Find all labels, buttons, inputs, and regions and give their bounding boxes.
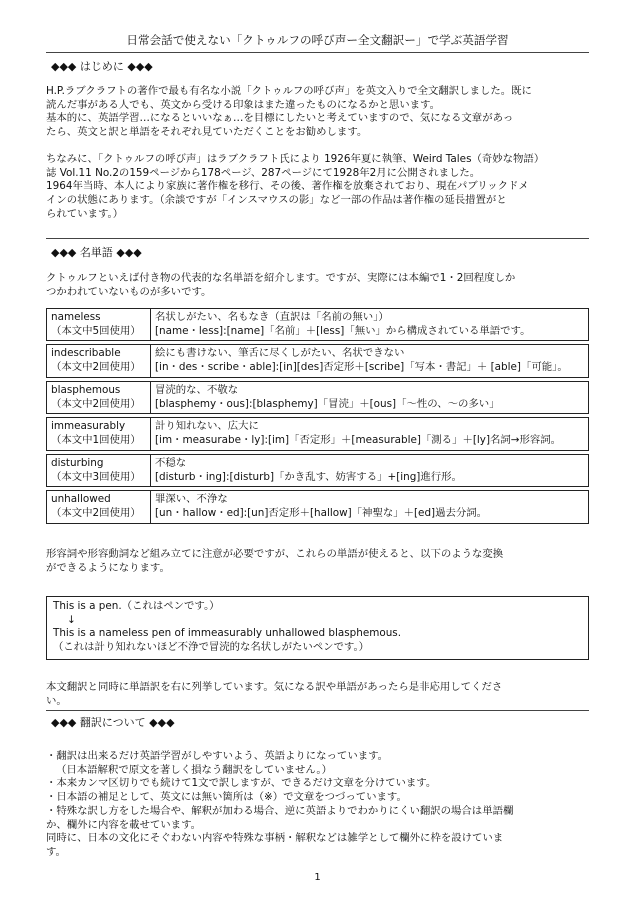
meaning-cell (150, 308, 589, 341)
table-row (46, 417, 589, 450)
intro-line: られています。） (46, 207, 124, 220)
usage-count: （本文中2回使用） (51, 397, 141, 410)
intro-line: 1964年当時、本人により家族に著作権を移行、その後、著作権を放棄されており、現在パブリックドメ (46, 180, 529, 193)
translation-line: ・翻訳は出来るだけ英語学習がしやすいよう、英語よりになっています。 (46, 750, 389, 762)
intro-line: たら、英文と訳と単語をそれぞれ見ていただくことをお勧めします。 (46, 126, 368, 139)
vocabulary-table (46, 305, 589, 527)
meaning: 名状しがたい、名もなき（直訳は「名前の無い」） (155, 311, 389, 323)
down-arrow-icon: ↓ (67, 613, 76, 626)
etymology: [im・measurabe・ly]:[im]「否定形」＋[measurable]「測る」＋[ly]名詞→形容詞。 (155, 434, 562, 447)
table-row (46, 308, 589, 341)
word-cell (46, 381, 150, 414)
meaning: 計り知れない、広大に (155, 420, 259, 433)
nouns-closing (46, 681, 591, 708)
etymology: [disturb・ing]:[disturb]「かき乱す、妨害する」+[ing]進行形。 (155, 470, 462, 483)
meaning-cell (150, 490, 589, 523)
etymology: [name・less]:[name]「名前」＋[less]「無い」から構成されている単語です。 (155, 324, 531, 337)
word: indescribable (51, 347, 121, 360)
intro-line: H.P.ラブクラフトの著作で最も有名な小説「クトゥルフの呼び声」を英文入りで全文翻訳しました。既に (46, 85, 532, 97)
meaning: 絵にも書けない、筆舌に尽くしがたい、名状できない (155, 347, 405, 360)
usage-count: （本文中2回使用） (51, 507, 141, 520)
nouns-after-line: 形容詞や形容動詞など組み立てに注意が必要ですが、これらの単語が使えると、以下のような変換 (46, 548, 504, 560)
meaning: 冒涜的な、不敬な (155, 383, 239, 396)
translation-line: か、欄外に内容を載せています。 (46, 818, 202, 831)
meaning-cell (150, 417, 589, 450)
translation-notes (46, 750, 591, 860)
intro-line: 読んだ事がある人でも、英文から受ける印象はまた違ったものになるかと思います。 (46, 98, 441, 111)
intro-line: 誌 Vol.11 No.2の159ページから178ページ、287ページにて1928年2月に公開されました。 (46, 166, 481, 179)
word-cell (46, 490, 150, 523)
table-row (46, 454, 589, 487)
word-cell (46, 308, 150, 341)
translation-line: ・本来カンマ区切りでも続けて1文で訳しますが、できるだけ文章を分けています。 (46, 777, 437, 790)
nouns-heading: ◆◆◆ 名単語 ◆◆◆ (51, 246, 142, 259)
table-row (46, 344, 589, 377)
document-title: 日常会話で使えない「クトゥルフの呼び声ー全文翻訳ー」で学ぶ英語学習 (126, 33, 509, 47)
example-line: This is a pen.（これはペンです。） (53, 600, 220, 612)
example-box (46, 596, 589, 660)
nouns-intro-line: クトゥルフといえば付き物の代表的な名単語を紹介します。ですが、実際には本編で1・2回程度しか (46, 272, 516, 284)
usage-count: （本文中1回使用） (51, 434, 141, 447)
intro-heading: ◆◆◆ はじめに ◆◆◆ (51, 60, 153, 73)
page-number: 1 (314, 872, 321, 883)
usage-count: （本文中2回使用） (51, 361, 141, 374)
translation-line: 同時に、日本の文化にそぐわない内容や特殊な事柄・解釈などは雑学として欄外に枠を設けていま (46, 832, 504, 845)
meaning-cell (150, 344, 589, 377)
nouns-intro-line: つかわれていないものが多いです。 (46, 285, 212, 298)
word: disturbing (51, 456, 104, 469)
example-line: （これは計り知れないほど不浄で冒涜的な名状しがたいペンです。） (53, 641, 370, 654)
nouns-closing-line: 本文翻訳と同時に単語訳を右に列挙しています。気になる訳や単語があったら是非応用してくださ (46, 681, 503, 693)
divider (46, 238, 589, 239)
etymology: [un・hallow・ed]:[un]否定形＋[hallow]「神聖な」＋[ed]過去分詞。 (155, 507, 488, 520)
word-cell (46, 454, 150, 487)
table-row (46, 490, 589, 523)
intro-line: インの状態にあります。（余談ですが「インスマウスの影」など一部の作品は著作権の延長措置がと (46, 194, 507, 207)
meaning: 不穏な (155, 456, 187, 469)
translation-heading: ◆◆◆ 翻訳について ◆◆◆ (51, 716, 175, 729)
meaning-cell (150, 454, 589, 487)
word-cell (46, 344, 150, 377)
nouns-after-line: ができるようになります。 (46, 561, 170, 574)
nouns-after (46, 548, 591, 575)
translation-line: ・日本語の補足として、英文には無い箇所は（※）で文章をつづっています。 (46, 791, 407, 804)
etymology: [in・des・scribe・able]:[in][des]否定形＋[scribe]「写本・書記」＋ [able]「可能」。 (155, 361, 568, 374)
word: unhallowed (51, 493, 111, 506)
meaning: 罪深い、不浄な (155, 493, 228, 506)
translation-line: ・特殊な訳し方をした場合や、解釈が加わる場合、逆に英語よりでわかりにくい翻訳の場合は単語欄 (46, 804, 514, 817)
nouns-intro (46, 272, 591, 299)
example-line: This is a nameless pen of immeasurably unhallowed blasphemous. (53, 627, 402, 640)
meaning-cell (150, 381, 589, 414)
usage-count: （本文中5回使用） (51, 324, 141, 337)
usage-count: （本文中3回使用） (51, 470, 141, 483)
intro-line: ちなみに、「クトゥルフの呼び声」はラブクラフト氏により 1926年夏に執筆、Weird Tales（奇妙な物語） (46, 152, 545, 165)
nouns-closing-line: い。 (46, 694, 67, 707)
intro-line: 基本的に、英語学習…になるといいなぁ…を目標にしたいと考えていますので、気になる文章があっ (46, 112, 514, 125)
word: immeasurably (51, 420, 126, 433)
translation-line: （日本語解釈で原文を著しく損なう翻訳をしていません。） (56, 763, 332, 776)
divider (46, 52, 589, 53)
translation-line: す。 (46, 846, 66, 859)
table-row (46, 381, 589, 414)
etymology: [blasphemy・ous]:[blasphemy]「冒涜」＋[ous]「～性の、～の多い」 (155, 397, 500, 410)
word-cell (46, 417, 150, 450)
word: blasphemous (51, 383, 121, 396)
intro-paragraph (46, 85, 591, 222)
word: nameless (51, 311, 101, 323)
divider (46, 710, 589, 711)
